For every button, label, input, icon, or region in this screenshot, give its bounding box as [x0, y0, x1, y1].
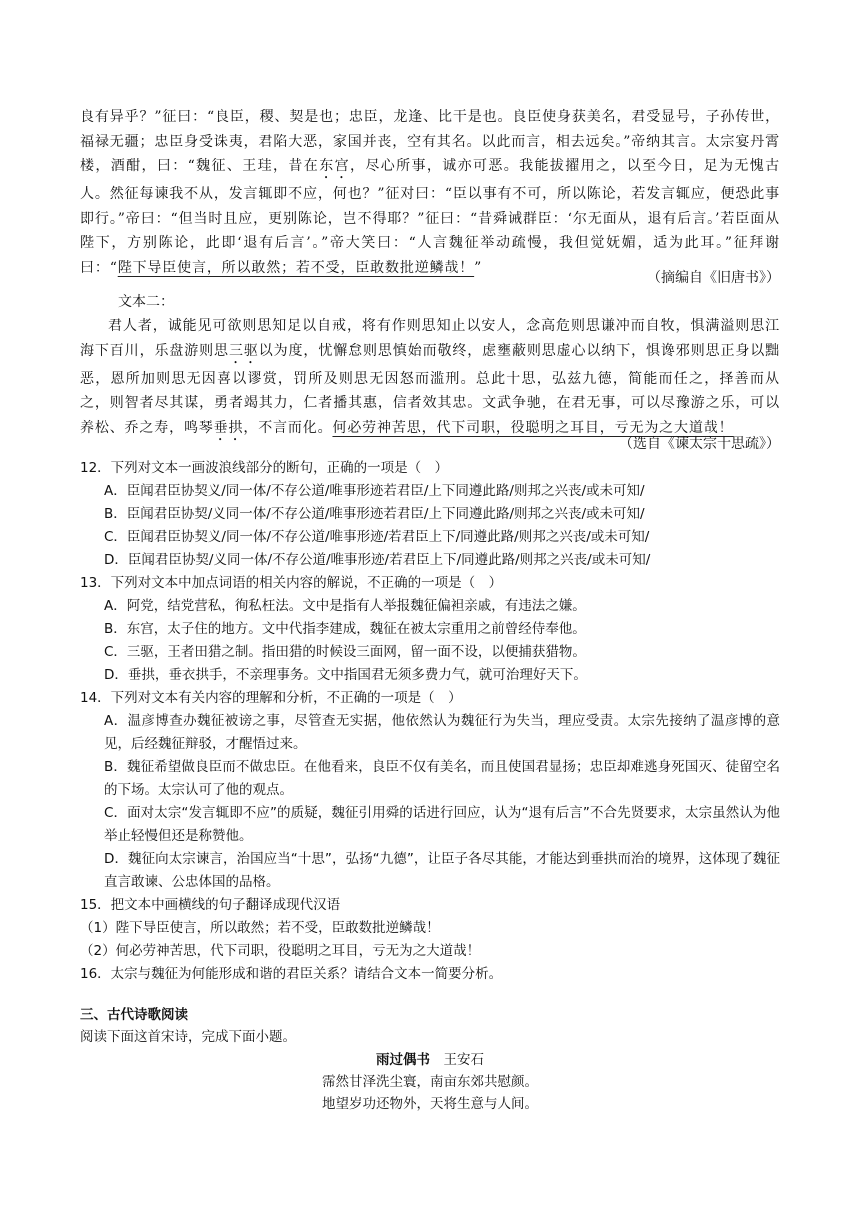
underlined-sentence-two: 何必劳神苦思，代下司职，役聪明之耳目，亏无为之大道哉！ — [332, 419, 734, 436]
section-three-title: 三、古代诗歌阅读 — [80, 1007, 188, 1023]
question-14-option-b[interactable]: B．魏征希望做良臣而不做忠臣。在他看来，良臣不仅有美名，而且使国君显扬；忠臣却难逃身死国灭、徒留空名的下场。太宗认可了他的观点。 — [104, 759, 780, 798]
question-15-sub-2: （2）何必劳神苦思，代下司职，役聪明之耳目，亏无为之大道哉！ — [80, 943, 481, 959]
poem-title: 雨过偶书 — [376, 1052, 430, 1068]
text-one-paragraph: 良有异乎？”征曰：“良臣，稷、契是也；忠臣，龙逢、比干是也。良臣使身获美名，君受显号，子孙传世，福禄无疆；忠臣身受诛夷，君陷大恶，家国并丧，空有其名。以此而言，相去远矣。”帝纳其言。太宗宴丹霄楼，酒酣，曰：“魏征、王珪，昔在东宫，尽心所事，诚亦可恶。我能拔擢用之，以至今日，足为无愧古人。然征每谏我不从，发言辄即不应，何也？”征对曰：“臣以事有不可，所以陈论，若发言辄应，便恐此事即行。”帝曰：“但当时且应，更别陈论，岂不得耶？”征曰：“昔舜诫群臣：‘尔无面从，退有后言。’若臣面从陛下，方别陈论，此即‘退有后言’。”帝大笑曰：“人言魏征举动疏慢，我但觉妩媚，适为此耳。”征拜谢曰：“陛下导臣使言，所以敢然；若不受，臣敢数批逆鳞哉！” — [80, 109, 780, 276]
question-13-stem: 13．下列对文本中加点词语的相关内容的解说，不正确的一项是（ ） — [80, 575, 503, 591]
question-14-stem: 14．下列对文本有关内容的理解和分析，不正确的一项是（ ） — [80, 690, 462, 706]
dotted-word-san-qu: 三驱 — [228, 342, 259, 359]
question-12-option-a[interactable]: A．臣闻君臣协契义/同一体/不存公道/唯事形迹若君臣/上下同遵此路/则邦之兴丧/或未可知/ — [104, 483, 645, 499]
question-14-option-c[interactable]: C．面对太宗“发言辄即不应”的质疑，魏征引用舜的话进行回应，认为“退有后言”不合先贤要求，太宗虽然认为他举止轻慢但还是称赞他。 — [104, 805, 780, 844]
question-15-stem: 15．把文本中画横线的句子翻译成现代汉语 — [80, 897, 341, 913]
poem-heading — [0, 1049, 860, 1071]
poem-line-2: 地望岁功还物外，天将生意与人间。 — [322, 1096, 538, 1112]
text-one-source: （摘编自《旧唐书》） — [647, 270, 780, 286]
poem-author: 王安石 — [443, 1052, 484, 1068]
question-14-option-a[interactable]: A．温彦博查办魏征被谤之事，尽管查无实据，他依然认为魏征行为失当，理应受责。太宗先接纳了温彦博的意见，后经魏征辩驳，才醒悟过来。 — [104, 713, 780, 752]
underlined-sentence-one: 陛下导臣使言，所以敢然；若不受，臣敢数批逆鳞哉！ — [117, 259, 475, 276]
question-12-stem: 12．下列对文本一画波浪线部分的断句，正确的一项是（ ） — [80, 460, 449, 476]
dotted-word-dong-gong: 东宫 — [319, 158, 350, 175]
text-two-label: 文本二： — [118, 294, 174, 310]
dotted-word-chui-gong: 垂拱 — [213, 419, 244, 436]
question-16-stem: 16．太宗与魏征为何能形成和谐的君臣关系？请结合文本一简要分析。 — [80, 966, 503, 982]
question-13-option-d[interactable]: D．垂拱，垂衣拱手，不亲理事务。文中指国君无须多费力气，就可治理好天下。 — [104, 667, 587, 683]
text-two-paragraph: 君人者，诚能见可欲则思知足以自戒，将有作则思知止以安人，念高危则思谦冲而自牧，惧满溢则思江海下百川，乐盘游则思三驱以为度，忧懈怠则思慎始而敬终，虑壅蔽则思虚心以纳下，惧谗邪则思正身以黜恶，恩所加则思无因喜以谬赏，罚所及则思无因怒而滥刑。总此十思，弘兹九德，简能而任之，择善而从之，则智者尽其谋，勇者竭其力，仁者播其惠，信者效其忠。文武争驰，在君无事，可以尽豫游之乐，可以养松、乔之寿，鸣琴垂拱，不言而化。何必劳神苦思，代下司职，役聪明之耳目，亏无为之大道哉！ — [80, 318, 781, 436]
section-three-instruction: 阅读下面这首宋诗，完成下面小题。 — [80, 1029, 296, 1045]
question-13-option-c[interactable]: C．三驱，王者田猎之制。指田猎的时候设三面网，留一面不设，以便捕获猎物。 — [104, 644, 586, 660]
question-12-option-d[interactable]: D．臣闻君臣协契/义同一体/不存公道/唯事形迹/若君臣上下/同遵此路/则邦之兴丧/或未可知/ — [104, 552, 651, 568]
question-12-option-b[interactable]: B．臣闻君臣协契/义同一体/不存公道/唯事形迹若君臣/上下同遵此路/则邦之兴丧/或未可知/ — [104, 506, 645, 522]
question-14-option-d[interactable]: D．魏征向太宗谏言，治国应当“十思”，弘扬“九德”，让臣子各尽其能，才能达到垂拱而治的境界，这体现了魏征直言敢谏、公忠体国的品格。 — [104, 851, 780, 890]
question-13-option-a[interactable]: A．阿党，结党营私，徇私枉法。文中是指有人举报魏征偏袒亲戚，有违法之嫌。 — [104, 598, 586, 614]
question-15-sub-1: （1）陛下导臣使言，所以敢然；若不受，臣敢数批逆鳞哉！ — [80, 920, 440, 936]
question-12-option-c[interactable]: C．臣闻君臣协契义/同一体/不存公道/唯事形迹/若君臣上下/同遵此路/则邦之兴丧/或未可知/ — [104, 529, 650, 545]
text-two-source: （选自《谏太宗十思疏》） — [619, 436, 780, 452]
question-13-option-b[interactable]: B．东宫，太子住的地方。文中代指李建成，魏征在被太宗重用之前曾经侍奉他。 — [104, 621, 586, 637]
poem-line-1: 霈然甘泽洗尘寰，南亩东郊共慰颜。 — [322, 1074, 538, 1090]
